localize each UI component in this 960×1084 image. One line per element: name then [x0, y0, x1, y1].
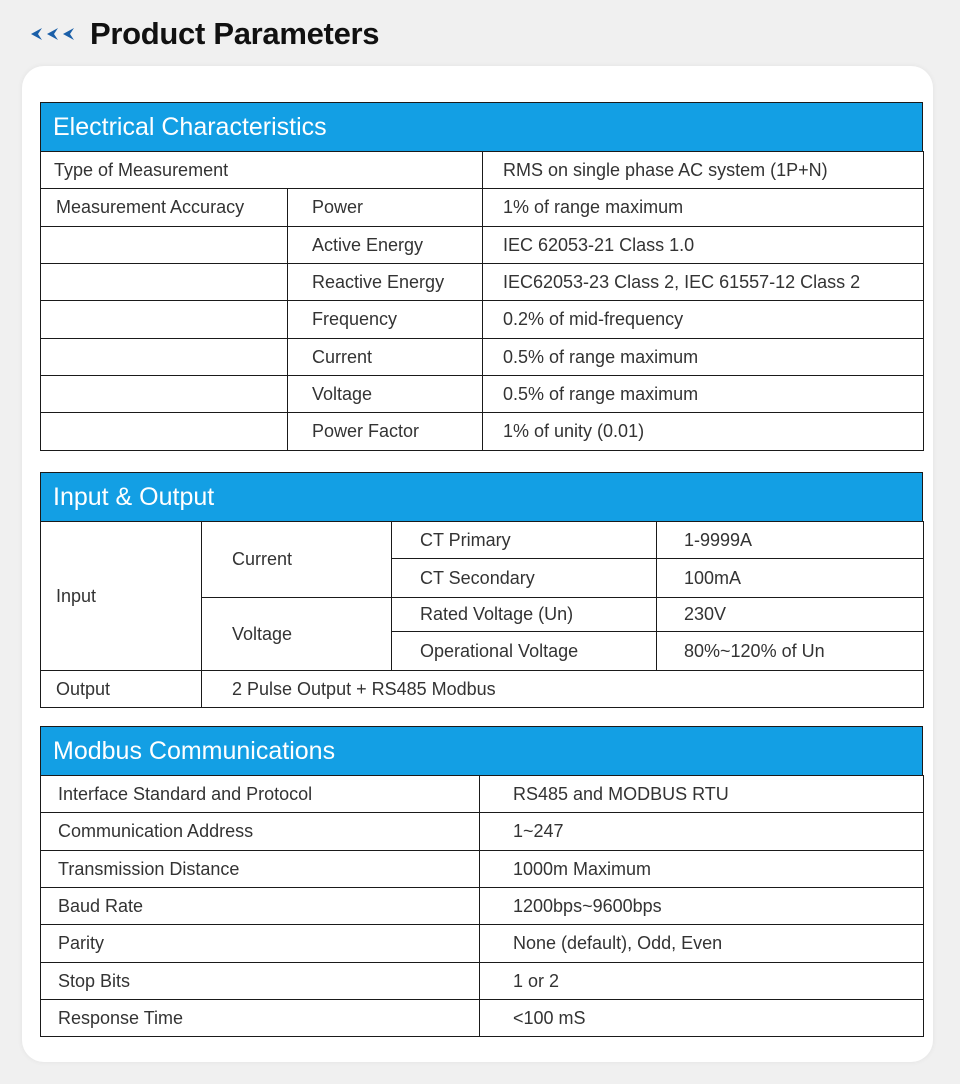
table-row — [41, 189, 924, 227]
operational-voltage-label: Operational Voltage — [392, 632, 657, 671]
current-label: Current — [202, 522, 392, 598]
operational-voltage-value: 80%~120% of Un — [657, 632, 924, 671]
rated-voltage-label: Rated Voltage (Un) — [392, 598, 657, 632]
io-section-header — [40, 472, 923, 522]
input-label: Input — [41, 522, 202, 671]
table-row — [41, 925, 924, 963]
electrical-section-title: Electrical Characteristics — [40, 102, 923, 152]
empty-cell — [41, 413, 288, 451]
modbus-label: Transmission Distance — [41, 851, 480, 888]
modbus-value: 1200bps~9600bps — [480, 888, 924, 925]
type-of-measurement-label: Type of Measurement — [41, 152, 483, 189]
table-row — [41, 776, 924, 813]
table-row — [41, 1000, 924, 1037]
ct-secondary-value: 100mA — [657, 559, 924, 598]
output-value: 2 Pulse Output + RS485 Modbus — [202, 671, 924, 708]
voltage-label: Voltage — [202, 598, 392, 671]
table-row — [41, 851, 924, 888]
accuracy-param: Power Factor — [288, 413, 483, 451]
ct-secondary-label: CT Secondary — [392, 559, 657, 598]
table-row — [41, 376, 924, 413]
table-row — [41, 264, 924, 301]
table-row — [41, 813, 924, 851]
accuracy-value: 1% of range maximum — [483, 189, 924, 227]
output-label: Output — [41, 671, 202, 708]
table-row — [41, 301, 924, 339]
modbus-value: 1000m Maximum — [480, 851, 924, 888]
modbus-value: <100 mS — [480, 1000, 924, 1037]
modbus-value: RS485 and MODBUS RTU — [480, 776, 924, 813]
accuracy-param: Voltage — [288, 376, 483, 413]
accuracy-param: Power — [288, 189, 483, 227]
rated-voltage-value: 230V — [657, 598, 924, 632]
modbus-value: 1 or 2 — [480, 963, 924, 1000]
modbus-label: Response Time — [41, 1000, 480, 1037]
io-section-title: Input & Output — [40, 472, 923, 522]
accuracy-param: Active Energy — [288, 227, 483, 264]
empty-cell — [41, 264, 288, 301]
empty-cell — [41, 227, 288, 264]
table-row — [41, 413, 924, 451]
accuracy-value: 0.2% of mid-frequency — [483, 301, 924, 339]
accuracy-value: IEC62053-23 Class 2, IEC 61557-12 Class 2 — [483, 264, 924, 301]
modbus-label: Stop Bits — [41, 963, 480, 1000]
ct-primary-value: 1-9999A — [657, 522, 924, 559]
page-header — [28, 14, 379, 54]
table-row — [41, 152, 924, 189]
empty-cell — [41, 339, 288, 376]
table-row — [41, 522, 924, 559]
accuracy-value: 0.5% of range maximum — [483, 339, 924, 376]
type-of-measurement-value: RMS on single phase AC system (1P+N) — [483, 152, 924, 189]
modbus-table — [40, 775, 923, 1037]
electrical-table — [40, 151, 923, 451]
table-row — [41, 888, 924, 925]
modbus-section-title: Modbus Communications — [40, 726, 923, 776]
modbus-label: Communication Address — [41, 813, 480, 851]
modbus-section-header — [40, 726, 923, 776]
modbus-label: Parity — [41, 925, 480, 963]
table-row — [41, 671, 924, 708]
accuracy-value: IEC 62053-21 Class 1.0 — [483, 227, 924, 264]
modbus-label: Baud Rate — [41, 888, 480, 925]
table-row — [41, 227, 924, 264]
accuracy-param: Reactive Energy — [288, 264, 483, 301]
accuracy-value: 1% of unity (0.01) — [483, 413, 924, 451]
accuracy-param: Frequency — [288, 301, 483, 339]
electrical-section-header — [40, 102, 923, 152]
empty-cell — [41, 376, 288, 413]
measurement-accuracy-label: Measurement Accuracy — [41, 189, 288, 227]
modbus-value: None (default), Odd, Even — [480, 925, 924, 963]
empty-cell — [41, 301, 288, 339]
triple-chevron-left-icon — [28, 27, 80, 41]
page-title: Product Parameters — [90, 16, 380, 51]
accuracy-value: 0.5% of range maximum — [483, 376, 924, 413]
table-row — [41, 339, 924, 376]
accuracy-param: Current — [288, 339, 483, 376]
modbus-value: 1~247 — [480, 813, 924, 851]
ct-primary-label: CT Primary — [392, 522, 657, 559]
io-table — [40, 521, 923, 708]
table-row — [41, 963, 924, 1000]
modbus-label: Interface Standard and Protocol — [41, 776, 480, 813]
